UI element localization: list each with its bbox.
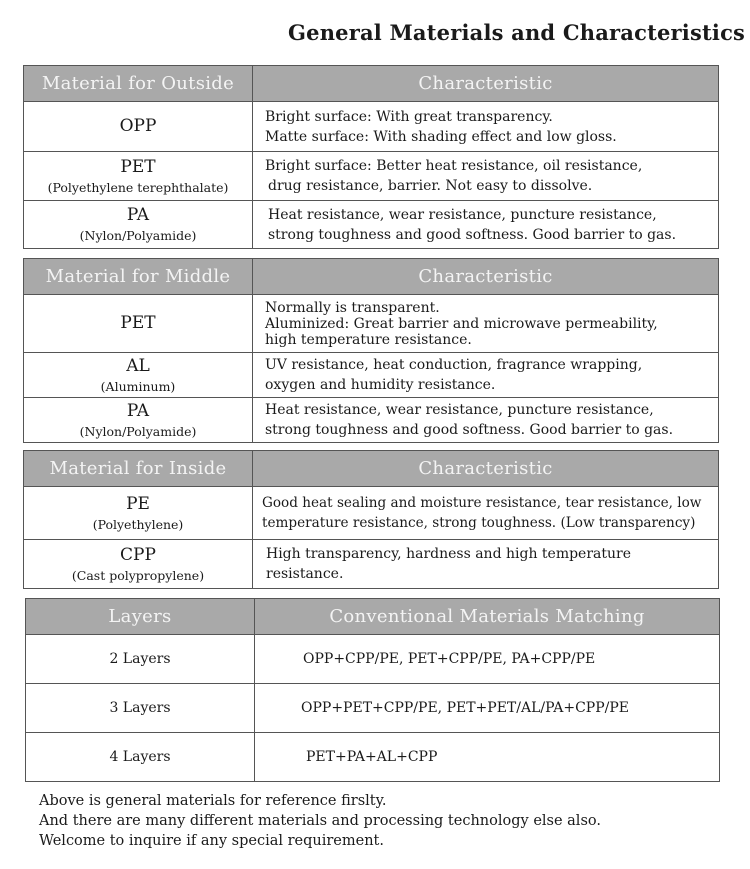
material-fullname: (Cast polypropylene): [71, 567, 205, 583]
footer-note: [39, 791, 601, 851]
material-name: PET: [120, 156, 156, 177]
characteristic-line: UV resistance, heat conduction, fragrance wrapping,: [265, 357, 643, 373]
inside-materials-table: [23, 450, 719, 589]
characteristic-cell: [253, 487, 719, 540]
inside-material-header: Material for Inside: [24, 451, 253, 487]
material-cell: [24, 353, 253, 398]
characteristic-line: Good heat sealing and moisture resistance, tear resistance, low: [262, 495, 702, 511]
characteristic-line: High transparency, hardness and high temperature: [266, 546, 632, 562]
characteristic-line: Aluminized: Great barrier and microwave permeability,: [265, 315, 658, 332]
characteristic-line: Bright surface: With great transparency.: [265, 108, 553, 125]
characteristic-cell: [253, 102, 719, 152]
middle-characteristic-header: Characteristic: [253, 259, 719, 295]
characteristic-line: Bright surface: Better heat resistance, oil resistance,: [265, 158, 643, 174]
characteristic-line: resistance.: [266, 566, 344, 582]
material-cell: [24, 201, 253, 249]
characteristic-line: drug resistance, barrier. Not easy to dissolve.: [268, 178, 593, 194]
characteristic-cell: [253, 152, 719, 201]
material-cell: [24, 152, 253, 201]
characteristic-cell: [253, 398, 719, 443]
material-fullname: (Nylon/Polyamide): [79, 228, 197, 244]
material-name: OPP: [119, 115, 157, 136]
material-cell: [24, 102, 253, 152]
material-cell: [24, 398, 253, 443]
characteristic-line: Matte surface: With shading effect and low gloss.: [265, 128, 617, 145]
layers-count: 3 Layers: [26, 684, 255, 733]
materials-matching: OPP+CPP/PE, PET+CPP/PE, PA+CPP/PE: [255, 635, 720, 684]
matching-header: Conventional Materials Matching: [255, 599, 720, 635]
characteristic-cell: [253, 353, 719, 398]
footer-line: Welcome to inquire if any special requirement.: [39, 833, 384, 849]
characteristic-line: oxygen and humidity resistance.: [265, 377, 496, 393]
footer-line: Above is general materials for reference firslty.: [39, 793, 387, 809]
characteristic-line: Heat resistance, wear resistance, puncture resistance,: [268, 206, 657, 223]
material-fullname: (Polyethylene): [92, 516, 184, 532]
layers-count: 4 Layers: [26, 733, 255, 782]
characteristic-line: temperature resistance, strong toughness. (Low transparency): [262, 515, 696, 531]
material-fullname: (Aluminum): [100, 378, 176, 394]
outside-material-header: Material for Outside: [24, 66, 253, 102]
material-cell: [24, 487, 253, 540]
material-name: PA: [126, 400, 150, 421]
characteristic-cell: [253, 201, 719, 249]
layers-header: Layers: [26, 599, 255, 635]
material-name: CPP: [120, 544, 156, 565]
middle-materials-table: [23, 258, 719, 443]
characteristic-line: high temperature resistance.: [265, 331, 472, 348]
characteristic-cell: [253, 295, 719, 353]
characteristic-cell: [253, 540, 719, 589]
material-fullname: (Nylon/Polyamide): [79, 423, 197, 439]
footer-line: And there are many different materials and processing technology else also.: [39, 813, 601, 829]
outside-materials-table: [23, 65, 719, 249]
middle-material-header: Material for Middle: [24, 259, 253, 295]
layers-matching-table: [25, 598, 720, 782]
material-name: PA: [126, 205, 150, 226]
outside-characteristic-header: Characteristic: [253, 66, 719, 102]
material-cell: [24, 540, 253, 589]
page-title: General Materials and Characteristics: [288, 20, 746, 45]
layers-count: 2 Layers: [26, 635, 255, 684]
material-name: PET: [120, 312, 156, 333]
materials-matching: OPP+PET+CPP/PE, PET+PET/AL/PA+CPP/PE: [255, 684, 720, 733]
inside-characteristic-header: Characteristic: [253, 451, 719, 487]
material-name: PE: [126, 493, 150, 514]
characteristic-line: strong toughness and good softness. Good barrier to gas.: [265, 422, 674, 438]
materials-matching: PET+PA+AL+CPP: [255, 733, 720, 782]
material-cell: [24, 295, 253, 353]
characteristic-line: Normally is transparent.: [265, 299, 440, 316]
characteristic-line: Heat resistance, wear resistance, puncture resistance,: [265, 402, 654, 418]
characteristic-line: strong toughness and good softness. Good barrier to gas.: [268, 226, 677, 243]
material-name: AL: [126, 355, 150, 376]
material-fullname: (Polyethylene terephthalate): [47, 179, 229, 195]
